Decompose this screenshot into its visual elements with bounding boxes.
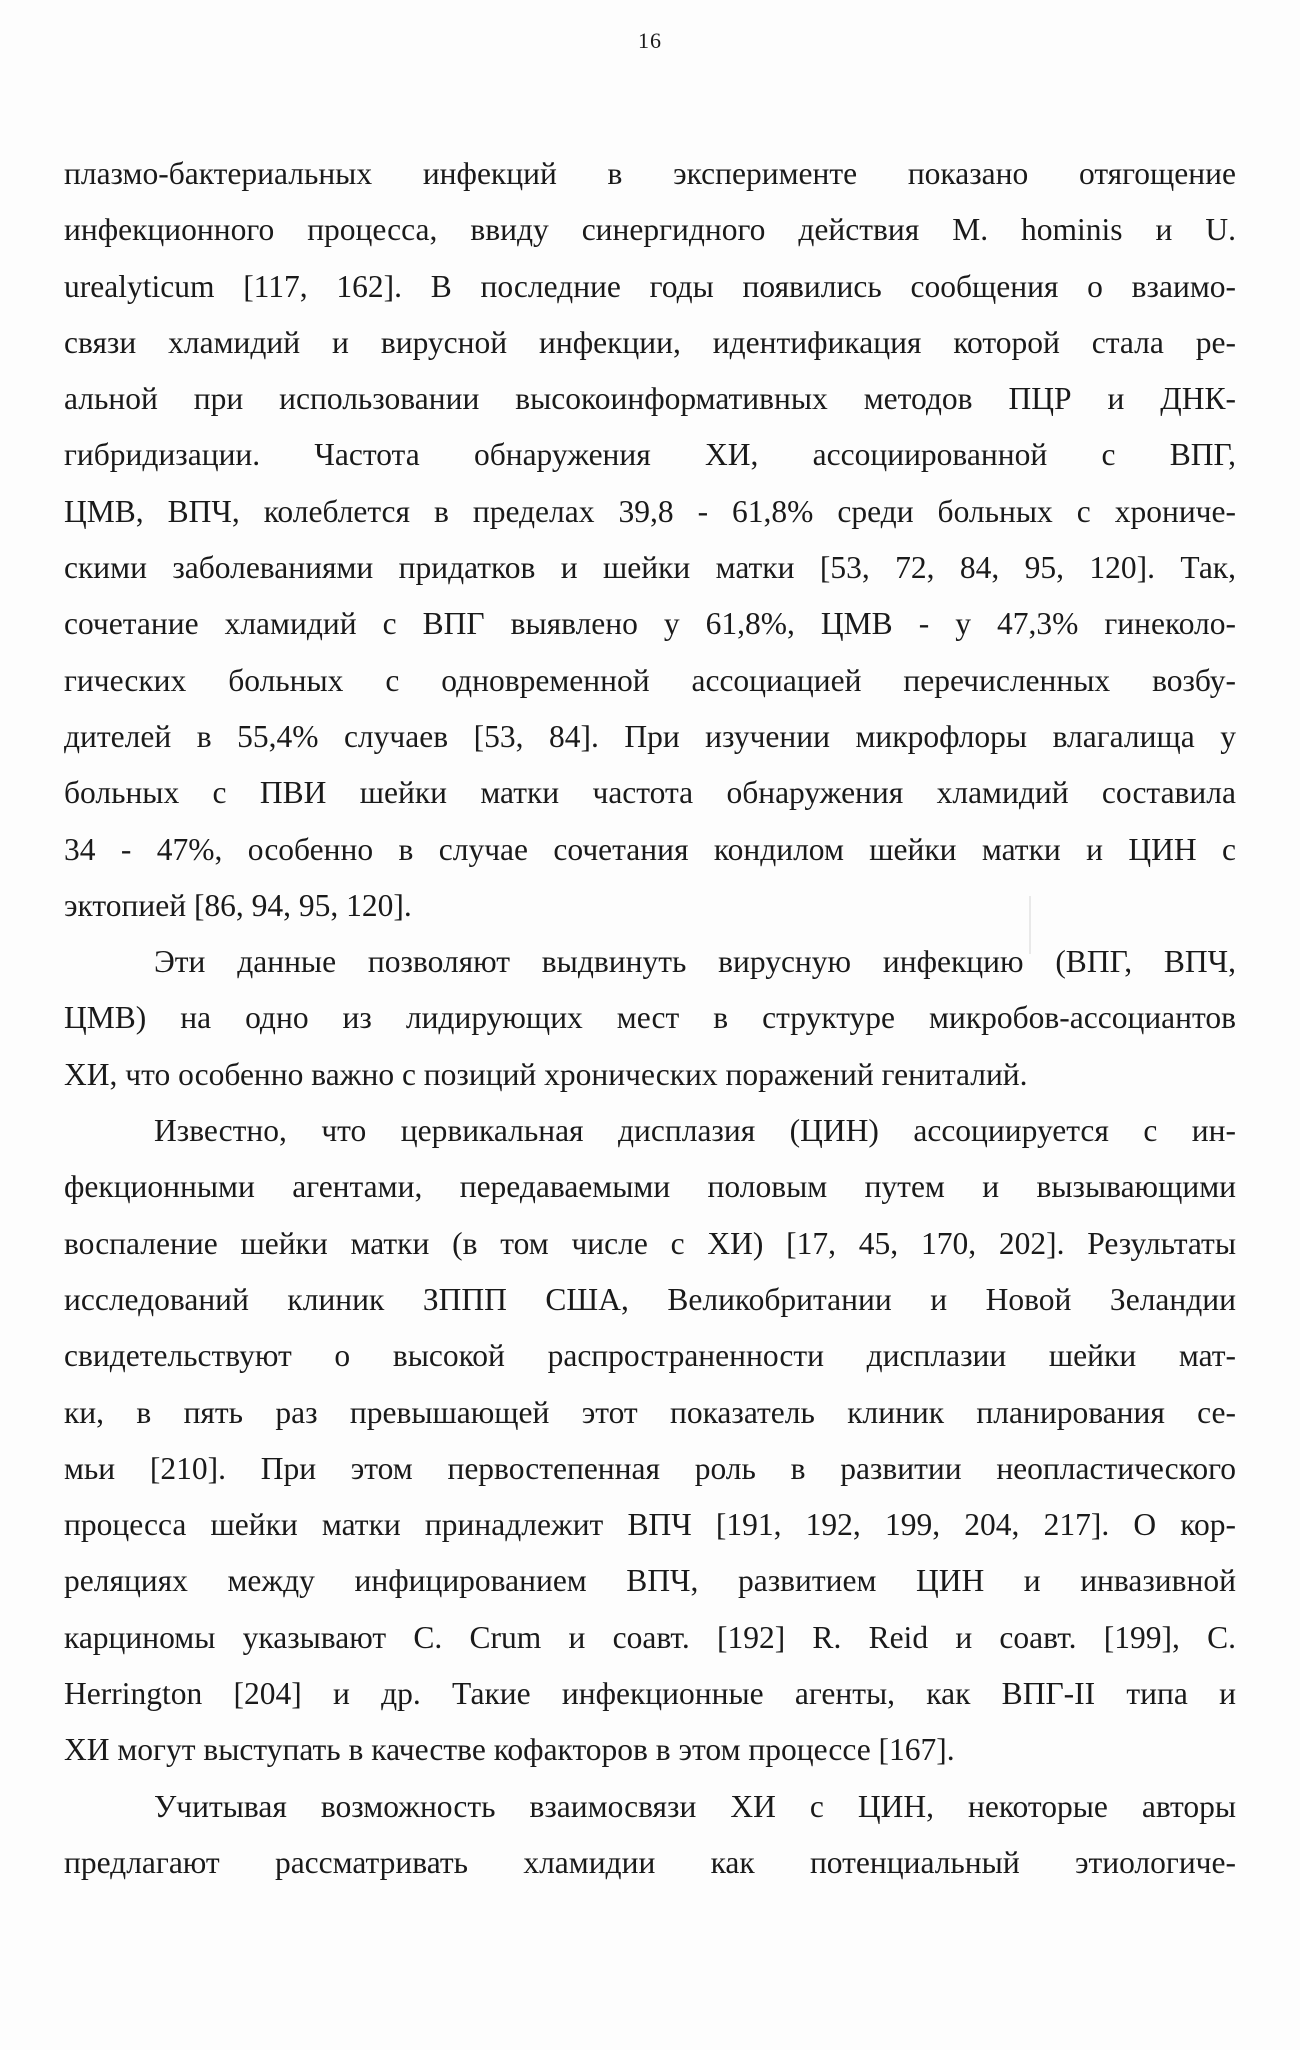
paragraph-1 [64,146,1236,934]
text-line: больных с ПВИ шейки матки частота обнаружения хламидий составила [64,775,1236,811]
text-line: мьи [210]. При этом первостепенная роль в развитии неопластического [64,1450,1236,1486]
text-line: связи хламидий и вирусной инфекции, идентификация которой стала ре- [64,324,1236,360]
text-line: процесса шейки матки принадлежит ВПЧ [191, 192, 199, 204, 217]. О кор- [64,1507,1236,1543]
body-text [64,146,1236,1891]
text-line: ЦМВ, ВПЧ, колеблется в пределах 39,8 - 61,8% среди больных с хрониче- [64,493,1236,529]
text-line: гибридизации. Частота обнаружения ХИ, ассоциированной с ВПГ, [64,437,1236,473]
text-line: Известно, что цервикальная дисплазия (ЦИН) ассоциируется с ин- [154,1113,1236,1149]
text-line: альной при использовании высокоинформативных методов ПЦР и ДНК- [64,381,1236,417]
text-line: urealyticum [117, 162]. В последние годы появились сообщения о взаимо- [64,268,1236,304]
text-line: дителей в 55,4% случаев [53, 84]. При изучении микрофлоры влагалища у [64,718,1236,754]
text-line: гических больных с одновременной ассоциацией перечисленных возбу- [64,662,1236,698]
text-line: скими заболеваниями придатков и шейки матки [53, 72, 84, 95, 120]. Так, [64,550,1236,586]
text-line: Учитывая возможность взаимосвязи ХИ с ЦИН, некоторые авторы [154,1788,1236,1824]
text-line: плазмо-бактериальных инфекций в эксперименте показано отягощение [64,156,1236,191]
paragraph-2 [64,934,1236,1103]
text-line: Эти данные позволяют выдвинуть вирусную инфекцию (ВПГ, ВПЧ, [154,944,1236,980]
text-line: реляциях между инфицированием ВПЧ, развитием ЦИН и инвазивной [64,1563,1236,1599]
text-line: карциномы указывают C. Crum и соавт. [192] R. Reid и соавт. [199], C. [64,1619,1236,1655]
text-line: фекционными агентами, передаваемыми половым путем и вызывающими [64,1169,1236,1205]
text-line: сочетание хламидий с ВПГ выявлено у 61,8%, ЦМВ - у 47,3% гинеколо- [64,606,1236,642]
text-line: 34 - 47%, особенно в случае сочетания кондилом шейки матки и ЦИН с [64,831,1236,867]
text-line: исследований клиник ЗППП США, Великобритании и Новой Зеландии [64,1281,1236,1317]
paragraph-3 [64,1103,1236,1779]
text-line: ЦМВ) на одно из лидирующих мест в структуре микробов-ассоциантов [64,1000,1236,1036]
paragraph-4 [64,1779,1236,1892]
text-line: воспаление шейки матки (в том числе с ХИ) [17, 45, 170, 202]. Результаты [64,1225,1236,1261]
text-line: ХИ, что особенно важно с позиций хронических поражений гениталий. [64,1056,1028,1092]
text-line: Herrington [204] и др. Такие инфекционные агенты, как ВПГ-II типа и [64,1676,1236,1712]
text-line: эктопией [86, 94, 95, 120]. [64,887,412,923]
text-line: свидетельствуют о высокой распространенности дисплазии шейки мат- [64,1338,1236,1374]
text-line: предлагают рассматривать хламидии как потенциальный этиологиче- [64,1844,1236,1880]
text-line: ХИ могут выступать в качестве кофакторов в этом процессе [167]. [64,1732,955,1768]
text-line: инфекционного процесса, ввиду синергидного действия M. hominis и U. [64,212,1236,248]
text-line: ки, в пять раз превышающей этот показатель клиник планирования се- [64,1394,1236,1430]
page-number: 16 [638,28,662,53]
